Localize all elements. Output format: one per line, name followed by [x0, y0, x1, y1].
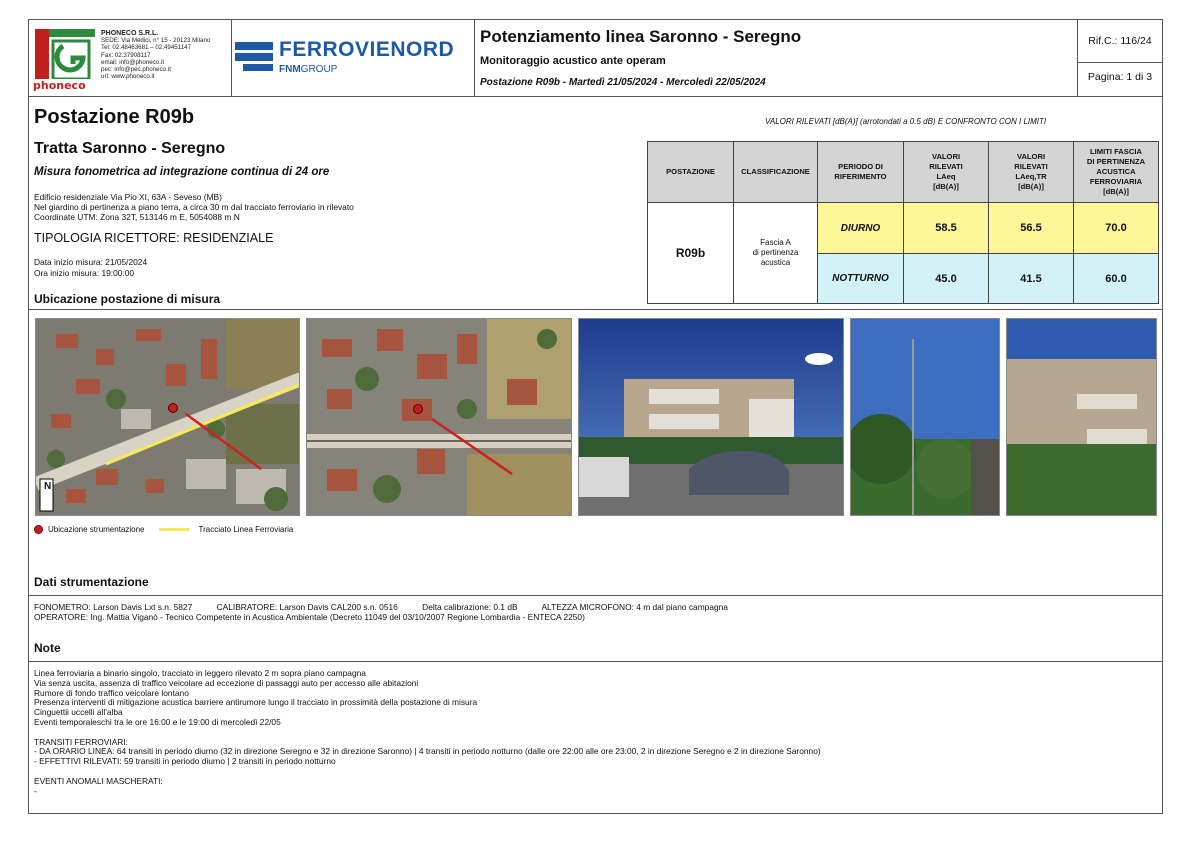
- start-date: Data inizio misura: 21/05/2024: [34, 257, 148, 267]
- map-legend: [34, 525, 293, 534]
- notes-heading: Note: [34, 641, 61, 655]
- col-postazione: POSTAZIONE: [648, 142, 734, 203]
- company-line: email: info@phoneco.it: [101, 58, 165, 66]
- values-note: VALORI RILEVATI [dB(A)] (arrotondati a 0.5 dB) E CONFRONTO CON I LIMITI: [765, 117, 1047, 126]
- phoneco-logo-text: phoneco: [33, 79, 86, 92]
- legend-instrument: Ubicazione strumentazione: [48, 525, 145, 534]
- results-table: [647, 141, 1159, 304]
- calibration-delta: Delta calibrazione: 0.1 dB: [422, 602, 518, 612]
- company-line: pec: info@pec.phoneco.it: [101, 66, 171, 74]
- section-title: Tratta Saronno - Seregno: [34, 140, 226, 157]
- note-line: Cinguettii uccelli all'alba: [34, 707, 123, 718]
- col-laeqtr: VALORI RILEVATI LAeq,TR [dB(A)]: [989, 142, 1074, 203]
- address-block: [34, 192, 354, 222]
- note-line: Rumore di fondo traffico veicolare lontano: [34, 687, 189, 698]
- instrumentation-heading: Dati strumentazione: [34, 575, 149, 589]
- company-line: Tel: 02.48463681 – 02.49451147: [101, 44, 192, 52]
- station-title: Postazione R09b: [34, 106, 195, 128]
- note-line: Via senza uscita, assenza di traffico veicolare ad eccezione di passaggi auto per accesso alle abitazioni: [34, 677, 419, 688]
- aerial-map-wide: [35, 318, 300, 516]
- instrument-marker-icon: [34, 525, 43, 534]
- group-text: GROUP: [300, 64, 338, 75]
- page-number: Pagina: 1 di 3: [1087, 71, 1153, 83]
- note-line: Eventi temporaleschi tra le ore 16:00 e le 19:00 di mercoledì 22/05: [34, 716, 281, 727]
- location-heading: Ubicazione postazione di misura: [34, 292, 221, 306]
- company-line: SEDE: Via Medici, n° 15 - 20123 Milano: [101, 37, 211, 45]
- transits-heading: TRANSITI FERROVIARI:: [34, 736, 128, 747]
- address-line: Coordinate UTM: Zona 32T, 513146 m E, 5054088 m N: [34, 212, 240, 222]
- ferrovienord-text: FERROVIENORD: [279, 38, 455, 61]
- railway-line-icon: [159, 528, 189, 531]
- transits-line: - DA ORARIO LINEA: 64 transiti in periodo diurno (32 in direzione Seregno e 32 in direzione Saronno) | 4 transiti in periodo notturno (dalle ore 22:00 alle ore 23:00, 2 in direzione Seregno e 2 in direzione Saronno): [34, 746, 821, 757]
- company-info: [101, 30, 236, 80]
- legend-railway: Tracciato Linea Ferroviaria: [198, 525, 294, 534]
- masked-events-value: -: [34, 785, 37, 796]
- note-line: Presenza interventi di mitigazione acustica barriere antirumore lungo il tracciato in prossimità della postazione di misura: [34, 697, 478, 708]
- col-laeq: VALORI RILEVATI LAeq [dB(A)]: [904, 142, 989, 203]
- laeq-diurno: 58.5: [904, 203, 989, 254]
- measure-type: Misura fonometrica ad integrazione continua di 24 ore: [34, 166, 330, 178]
- laeq-notturno: 45.0: [904, 254, 989, 304]
- company-name: PHONECO S.R.L.: [101, 30, 159, 37]
- reference-code: Rif.C.: 116/24: [1088, 35, 1152, 47]
- col-periodo: PERIODO DI RIFERIMENTO: [818, 142, 904, 203]
- calibrator: CALIBRATORE: Larson Davis CAL200 s.n. 0516: [216, 602, 398, 612]
- page-frame: [28, 19, 1163, 814]
- document-title: Potenziamento linea Saronno - Seregno: [480, 27, 802, 46]
- photo-garden: [850, 318, 1000, 516]
- aerial-map-zoom: [306, 318, 572, 516]
- period-diurno: DIURNO: [818, 203, 904, 254]
- photo-barrier: [1006, 318, 1157, 516]
- fnm-text: FNM: [279, 64, 301, 75]
- station-code: R09b: [648, 203, 734, 304]
- phoneco-logo: [33, 24, 97, 92]
- col-classificazione: CLASSIFICAZIONE: [734, 142, 818, 203]
- limit-notturno: 60.0: [1074, 254, 1159, 304]
- company-line: url: www.phoneco.it: [101, 73, 155, 81]
- session-line: Postazione R09b - Martedì 21/05/2024 - Mercoledì 22/05/2024: [480, 77, 766, 88]
- instrumentation-block: [34, 603, 750, 623]
- laeqtr-diurno: 56.5: [989, 203, 1074, 254]
- transits-line: - EFFETTIVI RILEVATI: 59 transiti in periodo diurno | 2 transiti in periodo notturno: [34, 756, 336, 767]
- microphone-height: ALTEZZA MICROFONO: 4 m dal piano campagna: [541, 602, 728, 612]
- address-line: Nel giardino di pertinenza a piano terra, a circa 30 m dal tracciato ferroviario in rilevato: [34, 202, 354, 212]
- operator: OPERATORE: Ing. Mattia Viganò - Tecnico Competente in Acustica Ambientale (Decreto 11049 del 03/10/2007 Regione Lombardia - ENTECA 2250): [34, 611, 585, 622]
- photo-building: [578, 318, 844, 516]
- limit-diurno: 70.0: [1074, 203, 1159, 254]
- measure-dates: [34, 257, 147, 278]
- note-line: Linea ferroviaria a binario singolo, tracciato in leggero rilevato 2 m sopra piano campagna: [34, 668, 366, 678]
- col-limiti: LIMITI FASCIA DI PERTINENZA ACUSTICA FERROVIARIA [dB(A)]: [1074, 142, 1159, 203]
- address-line: Edificio residenziale Via Pio XI, 63A - Seveso (MB): [34, 192, 222, 202]
- company-line: Fax: 02.37908117: [101, 51, 151, 59]
- masked-events-heading: EVENTI ANOMALI MASCHERATI:: [34, 775, 163, 786]
- receiver-type: TIPOLOGIA RICETTORE: RESIDENZIALE: [34, 231, 274, 245]
- ferrovienord-logo: [235, 40, 465, 80]
- notes-block: [34, 669, 821, 796]
- classification: Fascia A di pertinenza acustica: [734, 203, 818, 304]
- laeqtr-notturno: 41.5: [989, 254, 1074, 304]
- sound-level-meter: FONOMETRO: Larson Davis Lxt s.n. 5827: [34, 602, 193, 612]
- document-subtitle: Monitoraggio acustico ante operam: [480, 55, 666, 67]
- start-time: Ora inizio misura: 19:00:00: [34, 267, 135, 278]
- period-notturno: NOTTURNO: [818, 254, 904, 304]
- north-arrow: N: [44, 481, 52, 492]
